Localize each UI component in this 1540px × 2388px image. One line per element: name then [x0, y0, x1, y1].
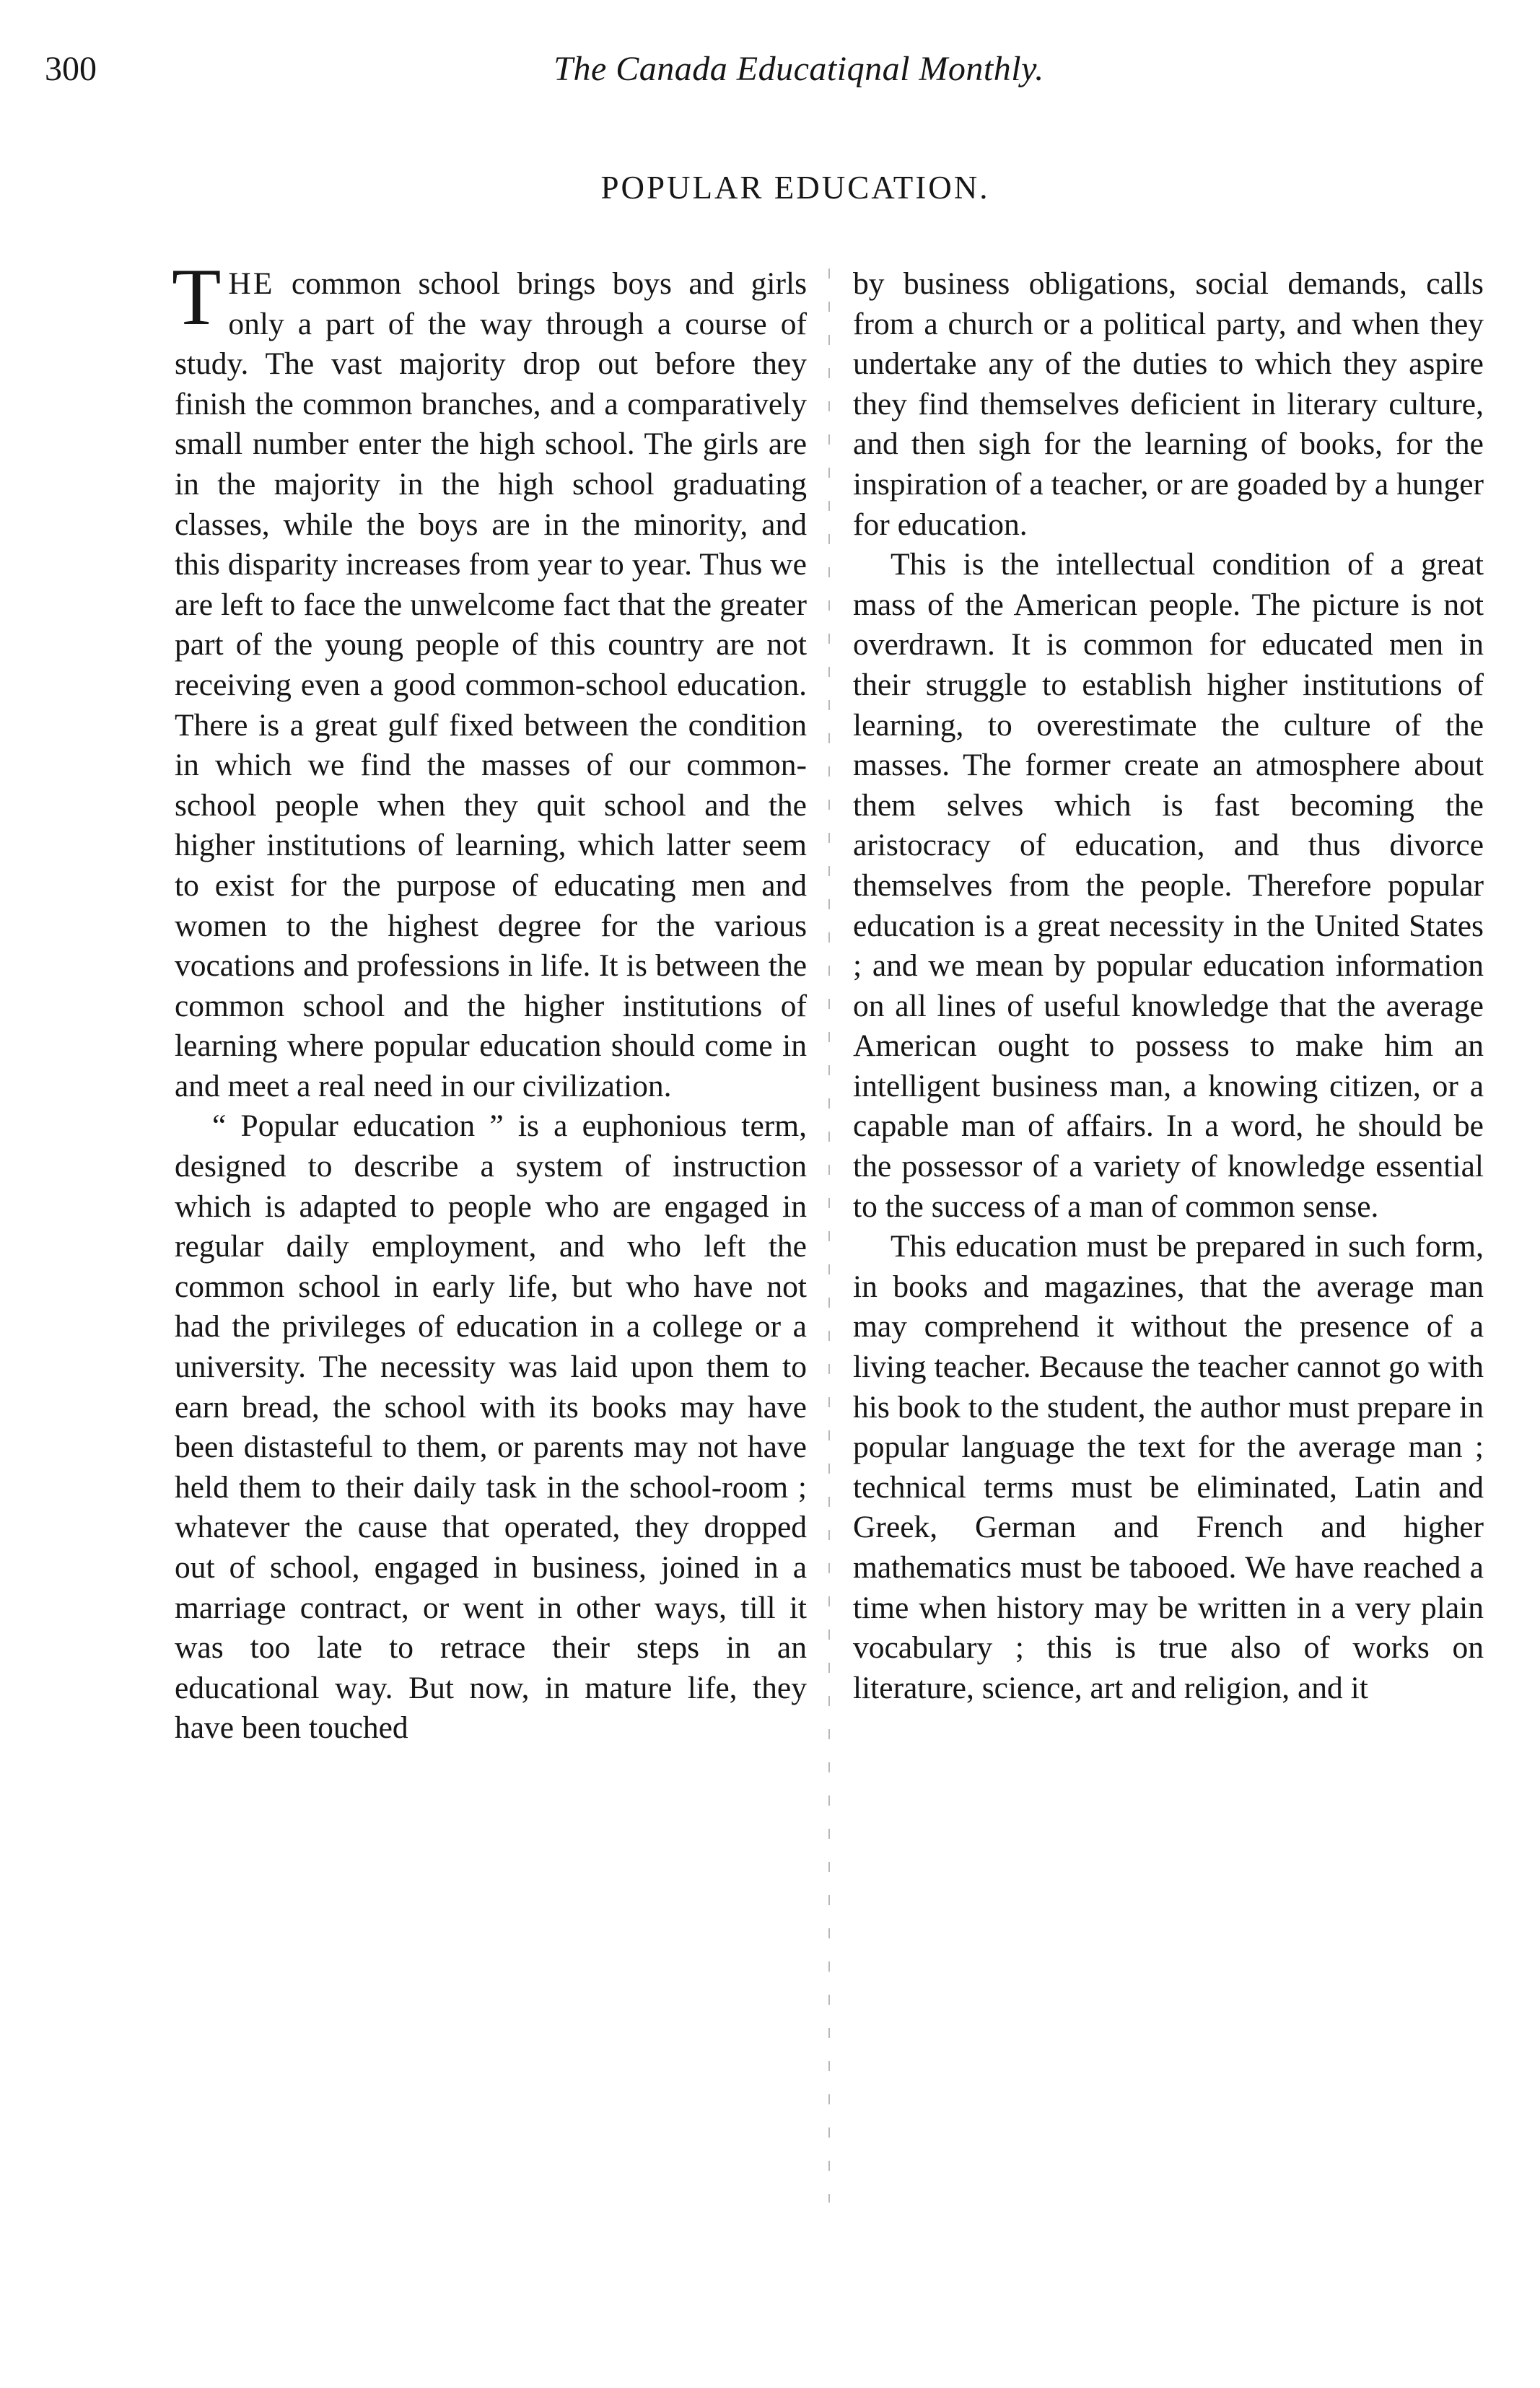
running-head: The Canada Educatiqnal Monthly.	[554, 50, 1044, 88]
paragraph-1-text: common school brings boys and girls only a part of the way through a course of study. The vast majority drop out before they finish the common branches, and a comparatively small number enter the high school. The girls are in the majority in the high school graduating classes, while the boys are in the minority, and this disparity increases from year to year. Thus we are left to face the unwelcome fact that the greater part of the young people of this country are not receiving even a good common-school education. There is a great gulf fixed between the condition in which we find the masses of our common-school people when they quit school and the higher institutions of learning, which latter seem to exist for the purpose of educating men and women to the highest degree for the various vocations and professions in life. It is between the common school and the higher institutions of learning where popular education should come in and meet a real need in our civilization.	[175, 266, 807, 1103]
paragraph-4: This education must be prepared in such form, in books and magazines, that the average man may comprehend it without the presence of a living teacher. Because the teacher cannot go with his book to the student, the author must prepare in popular language the text for the average man ; technical terms must be eliminated, Latin and Greek, German and French and higher mathematics must be tabooed. We have reached a time when history may be written in a very plain vocabulary ; this is true also of works on literature, science, art and religion, and it	[853, 1229, 1484, 1705]
paragraph-2: “ Popular education ” is a euphonious term, designed to describe a system of instruction which is adapted to people who are engaged in regular daily employment, and who left the common school in early life, but who have not had the privileges of education in a college or a university. The necessity was laid upon them to earn bread, the school with its books may have been distasteful to them, or parents may not have held them to their daily task in the school-room ; whatever the cause that operated, they dropped out of school, engaged in business, joined in a marriage contract, or went in other ways, till it was too late to retrace their steps in an educational way. But now, in mature life, they have been touched	[175, 1108, 807, 1746]
paragraph-1	[172, 253, 807, 1106]
paragraph-continuation: by business obligations, social demands, calls from a church or a political party, and when they undertake any of the duties to which they aspire they find themselves deficient in literary culture, and then sigh for the learning of books, for the inspiration of a teacher, or are goaded by a hunger for education.	[853, 266, 1484, 542]
paragraph-3: This is the intellectual condition of a great mass of the American people. The picture is not overdrawn. It is common for educated men in their struggle to establish higher institutions of learning, to overestimate the culture of the masses. The former create an atmosphere about them selves which is fast becoming the aristocracy of education, and thus divorce themselves from the people. Therefore popular education is a great necessity in the United States ; and we mean by popular education information on all lines of useful knowledge that the average American ought to possess to make him an intelligent business man, a knowing citizen, or a capable man of affairs. In a word, he should be the possessor of a variety of knowledge essential to the success of a man of common sense.	[853, 547, 1484, 1224]
right-column	[853, 264, 1484, 1708]
drop-cap: T	[172, 253, 222, 342]
article-title: POPULAR EDUCATION.	[600, 170, 990, 206]
column-divider	[828, 268, 830, 2203]
first-word-rest: HE	[228, 266, 275, 301]
page-number: 300	[45, 50, 97, 88]
left-column	[172, 253, 807, 1749]
